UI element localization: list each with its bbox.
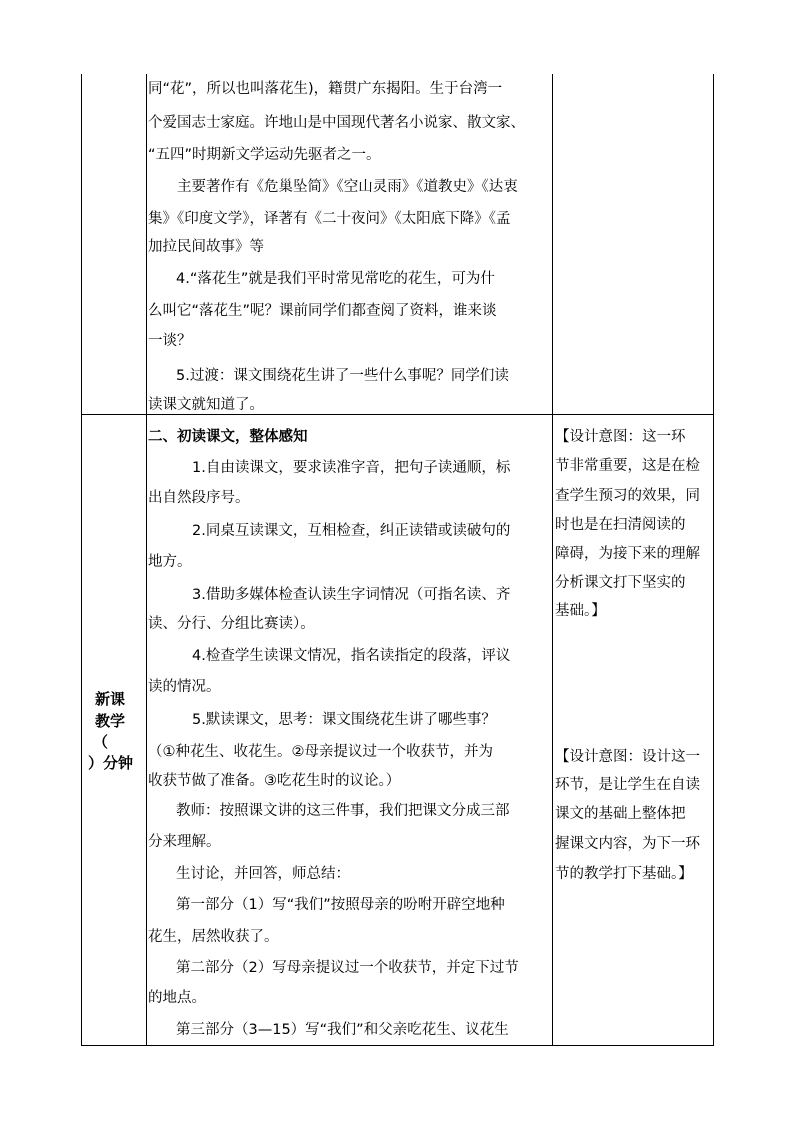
table-border-col2 <box>552 74 553 1046</box>
section-heading: 二、初读课文，整体感知 <box>148 429 308 445</box>
text-line: 收获节做了准备。③吃花生时的议论。） <box>148 773 401 789</box>
text-line: 主要著作有《危巢坠简》《空山灵雨》《道教史》《达衷 <box>177 179 518 195</box>
note-line: 环节，是让学生在自读 <box>555 777 700 793</box>
row-label-line: （ <box>93 733 109 751</box>
note-line: 节非常重要，这是在检 <box>555 458 700 474</box>
text-line: 4.“落花生”就是我们平时常见常吃的花生，可为什 <box>176 271 495 287</box>
text-line: 第二部分（2）写母亲提议过一个收获节，并定下过节 <box>176 960 519 976</box>
text-line: 教师：按照课文讲的这三件事，我们把课文分成三部 <box>176 803 510 819</box>
text-line: 出自然段序号。 <box>148 490 250 506</box>
text-line: 的地点。 <box>148 990 206 1006</box>
text-line: 分来理解。 <box>148 834 221 850</box>
note-line: 时也是在扫清阅读的 <box>555 517 686 533</box>
text-line: 一谈？ <box>148 333 192 349</box>
note-line: 分析课文打下坚实的 <box>555 575 686 591</box>
text-line: 3.借助多媒体检查认读生字词情况（可指名读、齐 <box>192 587 511 603</box>
table-border-left <box>81 74 82 1046</box>
text-line: 1.自由读课文，要求读准字音，把句子读通顺，标 <box>192 460 511 476</box>
row-label-line: 新课 <box>95 690 126 708</box>
note-line: 课文的基础上整体把 <box>555 806 686 822</box>
note-line: 握课文内容，为下一环 <box>555 836 700 852</box>
text-line: 地方。 <box>148 554 192 570</box>
text-line: 生讨论，并回答，师总结： <box>176 866 350 882</box>
text-line: 花生，居然收获了。 <box>148 929 279 945</box>
row-label-line: ）分钟 <box>88 754 134 772</box>
text-line: 么叫它“落花生”呢？课前同学们都查阅了资料，谁来谈 <box>148 303 497 319</box>
text-line: 个爱国志士家庭。许地山是中国现代著名小说家、散文家、 <box>148 115 525 131</box>
text-line: 第一部分（1）写“我们”按照母亲的吩咐开辟空地种 <box>176 897 505 913</box>
text-line: 5.过渡：课文围绕花生讲了一些什么事呢？同学们读 <box>176 368 509 384</box>
text-line: （①种花生、收花生。②母亲提议过一个收获节，并为 <box>148 744 493 760</box>
text-line: 同“花”，所以也叫落花生)，籍贯广东揭阳。生于台湾一 <box>148 81 503 97</box>
text-line: 2.同桌互读课文，互相检查，纠正读错或读破句的 <box>192 523 511 539</box>
text-line: 5.默读课文，思考：课文围绕花生讲了哪些事？ <box>192 712 496 728</box>
text-line: 读、分行、分组比赛读）。 <box>148 616 315 632</box>
note-line: 基础。】 <box>555 603 606 619</box>
row-label-line: 教学 <box>95 712 126 730</box>
note-line: 节的教学打下基础。】 <box>555 866 693 882</box>
note-line: 【设计意图：设计这一 <box>555 749 700 765</box>
table-border-right <box>713 74 714 1046</box>
text-line: 加拉民间故事》等 <box>148 239 264 255</box>
text-line: 集》《印度文学》，译著有《二十夜问》《太阳底下降》《孟 <box>148 211 511 227</box>
text-line: 第三部分（3—15）写“我们”和父亲吃花生、议花生 <box>176 1022 509 1038</box>
text-line: 4.检查学生读课文情况，指名读指定的段落，评议 <box>192 648 511 664</box>
note-line: 【设计意图：这一环 <box>555 429 686 445</box>
note-line: 查学生预习的效果，同 <box>555 488 700 504</box>
table-border-bottom <box>81 1045 714 1046</box>
table-border-col1 <box>146 74 147 1046</box>
note-line: 障碍，为接下来的理解 <box>555 546 700 562</box>
text-line: 读的情况。 <box>148 679 221 695</box>
text-line: “五四”时期新文学运动先驱者之一。 <box>148 147 381 163</box>
text-line: 读课文就知道了。 <box>148 397 264 413</box>
